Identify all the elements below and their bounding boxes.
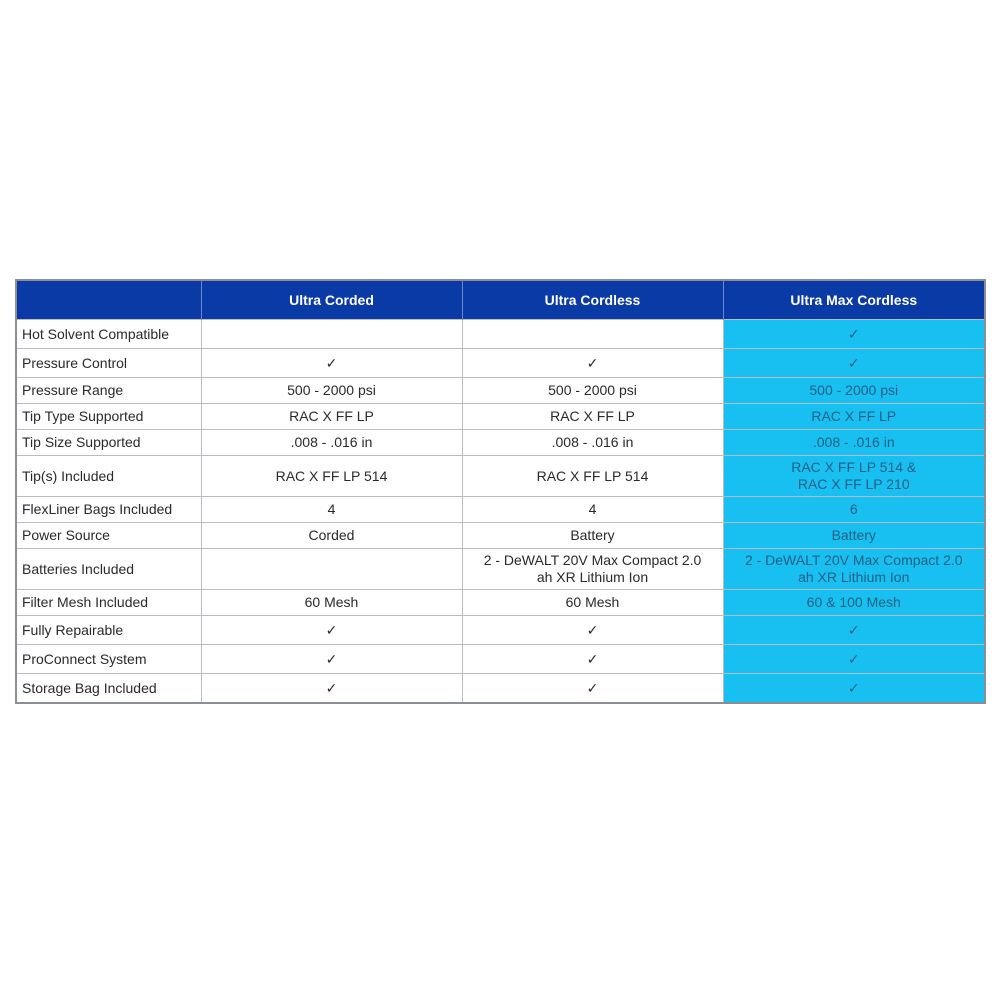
- table-row: [16, 404, 985, 430]
- row-label: Power Source: [16, 523, 201, 549]
- row-label: Filter Mesh Included: [16, 590, 201, 616]
- row-label: Fully Repairable: [16, 616, 201, 645]
- header-ultra-cordless: Ultra Cordless: [462, 280, 723, 320]
- row-label: Tip(s) Included: [16, 456, 201, 497]
- cell-ultra-cordless: ✓: [462, 674, 723, 704]
- cell-ultra-corded: 60 Mesh: [201, 590, 462, 616]
- row-label: ProConnect System: [16, 645, 201, 674]
- row-label: Batteries Included: [16, 549, 201, 590]
- cell-ultra-corded: ✓: [201, 674, 462, 704]
- comparison-table: [15, 279, 986, 704]
- table-row: [16, 549, 985, 590]
- header-ultra-max-cordless: Ultra Max Cordless: [723, 280, 985, 320]
- cell-ultra-max-cordless: ✓: [723, 616, 985, 645]
- row-label: FlexLiner Bags Included: [16, 497, 201, 523]
- cell-ultra-corded: [201, 320, 462, 349]
- row-label: Hot Solvent Compatible: [16, 320, 201, 349]
- cell-ultra-max-cordless: .008 - .016 in: [723, 430, 985, 456]
- cell-ultra-cordless: 500 - 2000 psi: [462, 378, 723, 404]
- cell-ultra-corded: RAC X FF LP: [201, 404, 462, 430]
- cell-ultra-cordless: Battery: [462, 523, 723, 549]
- cell-line: ah XR Lithium Ion: [536, 569, 649, 585]
- cell-ultra-max-cordless: 60 & 100 Mesh: [723, 590, 985, 616]
- cell-ultra-cordless: .008 - .016 in: [462, 430, 723, 456]
- cell-ultra-cordless: ✓: [462, 349, 723, 378]
- cell-ultra-cordless: [462, 320, 723, 349]
- cell-line: 2 - DeWALT 20V Max Compact 2.0: [483, 552, 702, 568]
- table-row: [16, 590, 985, 616]
- cell-line: 2 - DeWALT 20V Max Compact 2.0: [744, 552, 963, 568]
- table-header-row: [16, 280, 985, 320]
- cell-ultra-cordless: 60 Mesh: [462, 590, 723, 616]
- cell-ultra-cordless: ✓: [462, 645, 723, 674]
- table-row: [16, 456, 985, 497]
- table-row: [16, 378, 985, 404]
- cell-ultra-max-cordless: 500 - 2000 psi: [723, 378, 985, 404]
- table-row: [16, 674, 985, 704]
- cell-ultra-max-cordless: 6: [723, 497, 985, 523]
- cell-line: RAC X FF LP 210: [797, 476, 910, 492]
- row-label: Tip Type Supported: [16, 404, 201, 430]
- table-row: [16, 523, 985, 549]
- cell-line: ah XR Lithium Ion: [798, 569, 910, 585]
- cell-ultra-max-cordless: [723, 549, 985, 590]
- cell-ultra-corded: 4: [201, 497, 462, 523]
- cell-ultra-max-cordless: Battery: [723, 523, 985, 549]
- cell-ultra-max-cordless: [723, 456, 985, 497]
- header-corner-cell: [16, 280, 201, 320]
- cell-ultra-cordless: RAC X FF LP: [462, 404, 723, 430]
- table-row: [16, 645, 985, 674]
- cell-ultra-cordless: RAC X FF LP 514: [462, 456, 723, 497]
- table-row: [16, 497, 985, 523]
- row-label: Pressure Range: [16, 378, 201, 404]
- cell-ultra-corded: ✓: [201, 616, 462, 645]
- cell-ultra-max-cordless: ✓: [723, 349, 985, 378]
- cell-ultra-corded: ✓: [201, 645, 462, 674]
- cell-ultra-max-cordless: ✓: [723, 320, 985, 349]
- cell-ultra-max-cordless: ✓: [723, 674, 985, 704]
- cell-ultra-corded: ✓: [201, 349, 462, 378]
- table-row: [16, 320, 985, 349]
- cell-ultra-corded: RAC X FF LP 514: [201, 456, 462, 497]
- cell-ultra-corded: [201, 549, 462, 590]
- cell-ultra-corded: .008 - .016 in: [201, 430, 462, 456]
- table-row: [16, 349, 985, 378]
- cell-line: RAC X FF LP 514 &: [791, 459, 917, 475]
- cell-ultra-cordless: ✓: [462, 616, 723, 645]
- cell-ultra-corded: Corded: [201, 523, 462, 549]
- row-label: Tip Size Supported: [16, 430, 201, 456]
- row-label: Storage Bag Included: [16, 674, 201, 704]
- cell-ultra-cordless: [462, 549, 723, 590]
- cell-ultra-corded: 500 - 2000 psi: [201, 378, 462, 404]
- cell-ultra-cordless: 4: [462, 497, 723, 523]
- table-row: [16, 430, 985, 456]
- cell-ultra-max-cordless: ✓: [723, 645, 985, 674]
- header-ultra-corded: Ultra Corded: [201, 280, 462, 320]
- table-row: [16, 616, 985, 645]
- cell-ultra-max-cordless: RAC X FF LP: [723, 404, 985, 430]
- row-label: Pressure Control: [16, 349, 201, 378]
